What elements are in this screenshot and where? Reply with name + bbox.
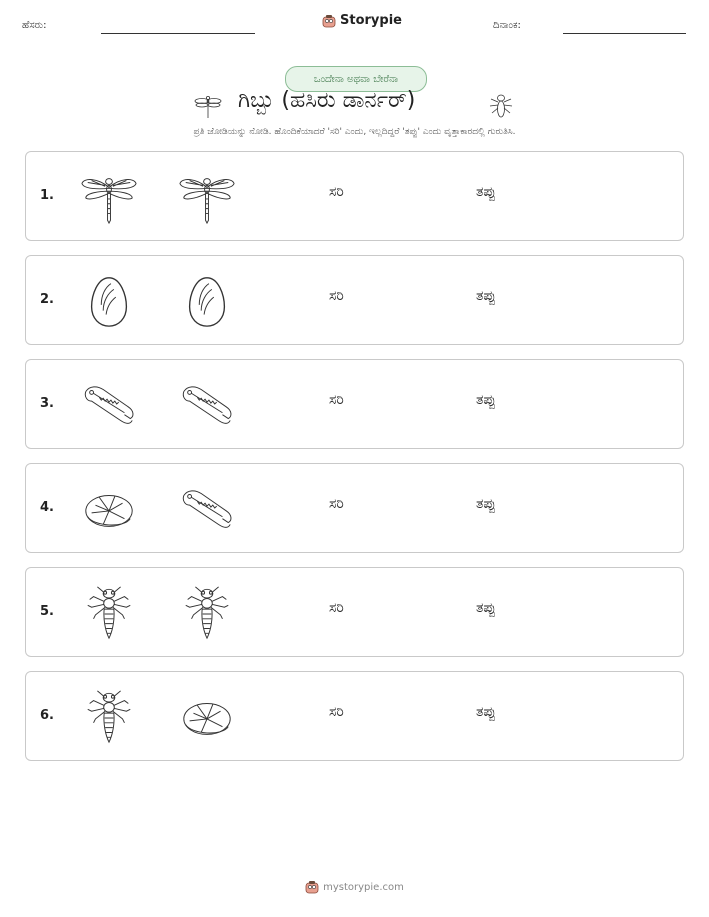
question-row-6 [25,671,684,761]
row-number: 4. [40,500,54,515]
lily-pad-icon [178,688,236,746]
name-label: ಹೆಸರು: [22,20,47,31]
nymph-icon [80,584,138,642]
date-line[interactable] [563,33,686,34]
brand-name: Storypie [340,13,402,28]
wrong-option[interactable]: ತಪ್ಪು [476,496,496,512]
question-row-3 [25,359,684,449]
activity-badge: ಒಂದೇನಾ ಅಥವಾ ಬೇರೆನಾ [285,66,427,92]
correct-option[interactable]: ಸರಿ [329,496,344,512]
row-number: 1. [40,188,54,203]
wrong-option[interactable]: ತಪ್ಪು [476,184,496,200]
row-number: 6. [40,708,54,723]
nymph-jaw-icon [178,480,236,538]
wrong-option[interactable]: ತಪ್ಪು [476,600,496,616]
nymph-icon [80,688,138,746]
wrong-option[interactable]: ತಪ್ಪು [476,704,496,720]
wrong-option[interactable]: ತಪ್ಪು [476,288,496,304]
egg-icon [178,272,236,330]
dragonfly-icon [178,168,236,226]
footer-url[interactable]: mystorypie.com [323,881,404,893]
question-row-2 [25,255,684,345]
nymph-jaw-icon [80,376,138,434]
lily-pad-icon [80,480,138,538]
instructions: ಪ್ರತಿ ಜೋಡಿಯನ್ನು ನೋಡಿ. ಹೊಂದಿಕೆಯಾದರೆ 'ಸರಿ' ಎಂದು, ಇಲ್ಲದಿದ್ದರೆ 'ತಪ್ಪು' ಎಂದು ವೃತ್ತಾಕಾರದಲ್ಲಿ ಗುರುತಿಸಿ. [193,127,516,137]
question-row-4 [25,463,684,553]
dragonfly-icon [80,168,138,226]
egg-icon [80,272,138,330]
nymph-icon [178,584,236,642]
row-number: 5. [40,604,54,619]
correct-option[interactable]: ಸರಿ [329,600,344,616]
footer [0,880,709,894]
dragonfly-icon [193,90,223,120]
wrong-option[interactable]: ತಪ್ಪು [476,392,496,408]
correct-option[interactable]: ಸರಿ [329,392,344,408]
nymph-jaw-icon [178,376,236,434]
mascot-icon [322,14,336,28]
correct-option[interactable]: ಸರಿ [329,704,344,720]
row-number: 2. [40,292,54,307]
name-line[interactable] [101,33,255,34]
page-title: ಗಿಬ್ಬು (ಹಸಿರು ಡಾರ್ನರ್) [238,88,416,113]
question-row-5 [25,567,684,657]
date-label: ದಿನಾಂಕ: [493,20,521,31]
brand-logo [322,13,402,28]
correct-option[interactable]: ಸರಿ [329,288,344,304]
question-row-1 [25,151,684,241]
correct-option[interactable]: ಸರಿ [329,184,344,200]
row-number: 3. [40,396,54,411]
mascot-icon [305,880,319,894]
nymph-icon [486,90,516,120]
